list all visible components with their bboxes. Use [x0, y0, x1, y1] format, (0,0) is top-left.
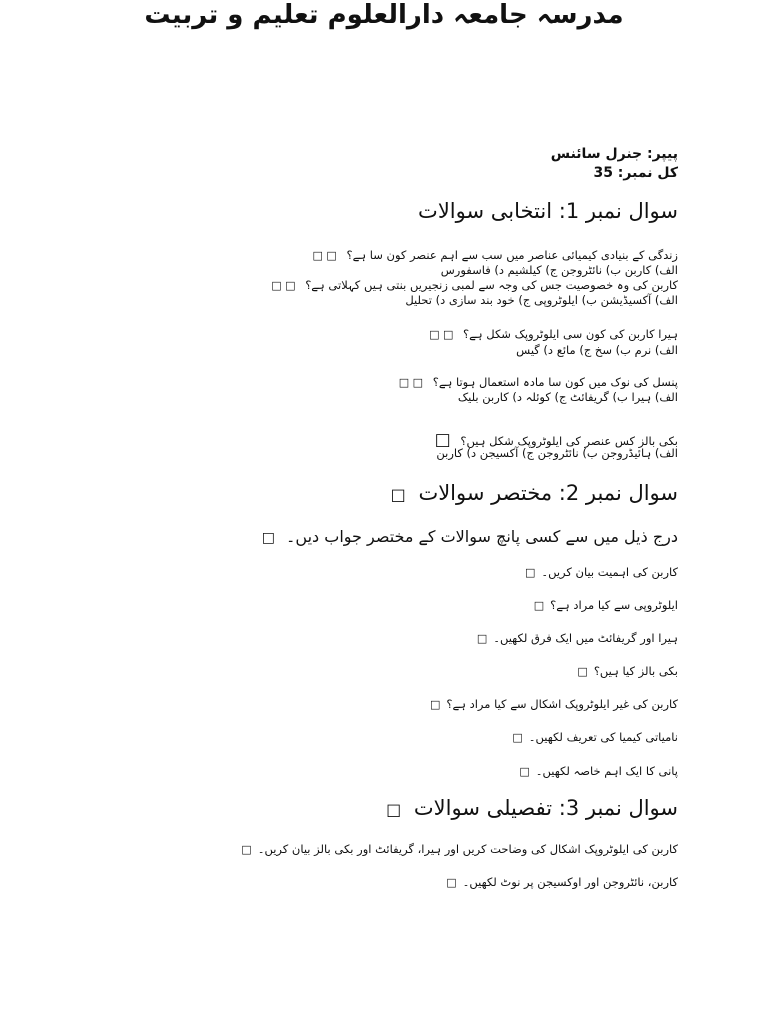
question-text: ایلوٹروپی سے کیا مراد ہے؟ — [550, 598, 678, 612]
question-text: کاربن کی غیر ایلوٹروپک اشکال سے کیا مراد ہے؟ — [446, 697, 678, 711]
short-question-6 — [512, 730, 678, 744]
section-2-instruction — [262, 527, 678, 546]
mcq-4-question — [399, 375, 678, 389]
mcq-question-text: بکی بالز کس عنصر کی ایلوٹروپک شکل ہیں؟ — [460, 434, 678, 448]
long-question-1 — [241, 842, 678, 856]
missing-glyph-icon: □ — [446, 876, 457, 889]
mcq-4-options: الف) ہیرا ب) گریفائٹ ج) کوئلہ د) کاربن بلیک — [457, 390, 678, 404]
mcq-1-question — [313, 248, 678, 262]
question-text: پانی کا ایک اہم خاصہ لکھیں۔ — [535, 764, 678, 778]
missing-glyph-icon: □ — [577, 665, 588, 678]
section-2-heading — [391, 481, 678, 505]
mcq-5-options: الف) ہائیڈروجن ب) نائٹروجن ج) آکسیجن د) کاربن — [436, 446, 678, 460]
paper-subject-line: پیپر: جنرل سائنس — [550, 146, 678, 162]
mcq-2-question — [271, 278, 678, 292]
school-title: مدرسہ جامعہ دارالعلوم تعلیم و تربیت — [144, 0, 624, 30]
mcq-question-text: ہیرا کاربن کی کون سی ایلوٹروپک شکل ہے؟ — [463, 327, 678, 341]
missing-glyph-icon: □ — [512, 731, 523, 744]
missing-glyph-icon: □ — [519, 765, 530, 778]
mcq-question-text: پنسل کی نوک میں کون سا مادہ استعمال ہوتا ہے؟ — [432, 375, 678, 389]
section-1-heading: سوال نمبر 1: انتخابی سوالات — [418, 199, 678, 223]
missing-glyph-icon: □ — [533, 599, 545, 612]
question-text: بکی بالز کیا ہیں؟ — [593, 664, 678, 678]
mcq-2-options: الف) آکسیڈیشن ب) ایلوٹروپی ج) خود بند سازی د) تحلیل — [405, 293, 678, 307]
short-question-3 — [477, 631, 678, 645]
section-3-heading — [386, 796, 678, 820]
mcq-question-text: زندگی کے بنیادی کیمیائی عناصر میں سب سے اہم عنصر کون سا ہے؟ — [346, 248, 678, 262]
question-text: نامیاتی کیمیا کی تعریف لکھیں۔ — [528, 730, 678, 744]
total-marks-line: کل نمبر: 35 — [593, 165, 678, 181]
missing-glyph-icon: □ — [429, 698, 441, 711]
question-text: کاربن، نائٹروجن اور اوکسیجن پر نوٹ لکھیں۔ — [462, 875, 678, 889]
short-question-4 — [577, 664, 678, 678]
missing-glyph-icon: □ □ — [429, 328, 454, 341]
instruction-text: درج ذیل میں سے کسی پانچ سوالات کے مختصر جواب دیں۔ — [286, 527, 678, 546]
missing-glyph-icon: □ — [261, 530, 275, 546]
missing-glyph-icon: □ □ — [398, 376, 424, 389]
question-text: ہیرا اور گریفائٹ میں ایک فرق لکھیں۔ — [493, 631, 678, 645]
missing-glyph-icon: □ — [524, 566, 536, 579]
mcq-3-options: الف) نرم ب) سخ ج) مائع د) گیس — [516, 343, 678, 357]
short-question-7 — [519, 764, 678, 778]
missing-glyph-icon: □ — [476, 632, 488, 645]
short-question-1 — [525, 565, 678, 579]
section-heading-text: سوال نمبر 2: مختصر سوالات — [418, 481, 678, 505]
missing-glyph-icon: □ — [390, 485, 406, 504]
missing-glyph-icon: □ — [386, 800, 402, 819]
mcq-1-options: الف) کاربن ب) نائٹروجن ج) کیلشیم د) فاسفورس — [440, 263, 678, 277]
long-question-2 — [446, 875, 678, 889]
missing-glyph-icon: □ □ — [271, 279, 296, 292]
missing-glyph-icon: □ — [241, 843, 252, 856]
mcq-question-text: کاربن کی وہ خصوصیت جس کی وجہ سے لمبی زنجیریں بنتی ہیں کہلاتی ہے؟ — [305, 278, 678, 292]
section-heading-text: سوال نمبر 3: تفصیلی سوالات — [413, 796, 678, 820]
mcq-3-question — [429, 327, 678, 341]
question-text: کاربن کی اہمیت بیان کریں۔ — [541, 565, 678, 579]
question-text: کاربن کی ایلوٹروپک اشکال کی وضاحت کریں اور ہیرا، گریفائٹ اور بکی بالز بیان کریں۔ — [257, 842, 678, 856]
missing-glyph-icon: □ — [434, 430, 451, 450]
missing-glyph-icon: □ □ — [312, 249, 337, 262]
short-question-2 — [534, 598, 678, 612]
short-question-5 — [430, 697, 678, 711]
